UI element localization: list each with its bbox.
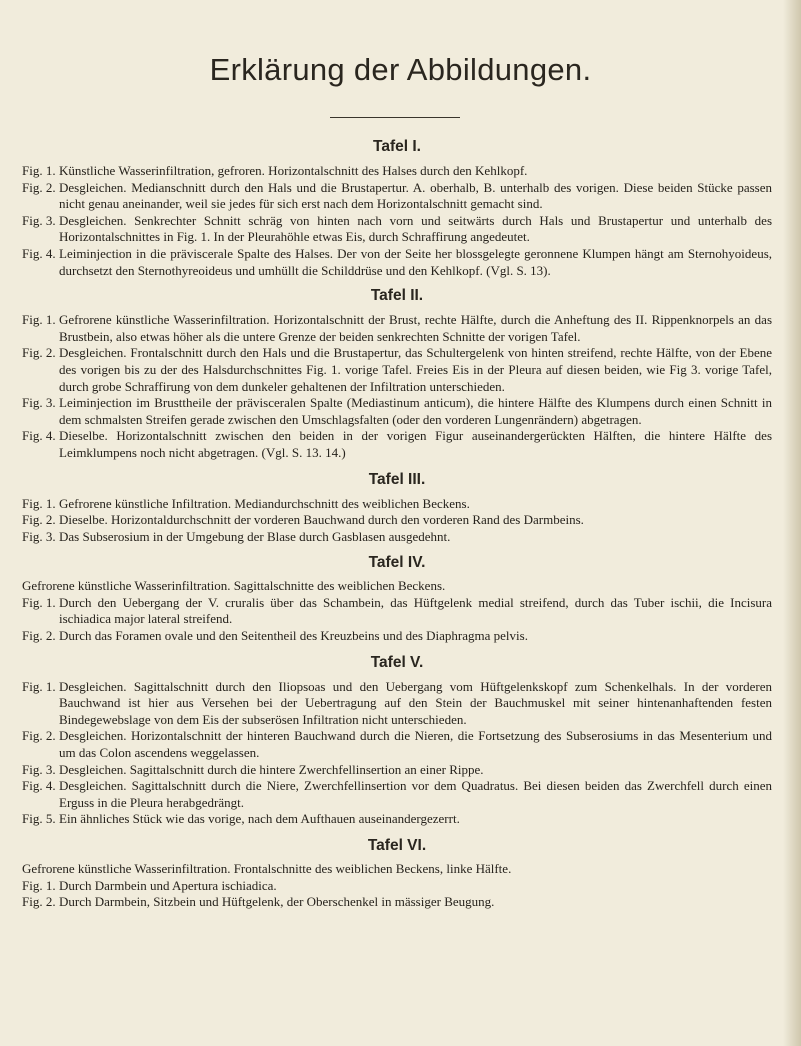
- section-intro: Gefrorene künstliche Wasserinfiltration. Sagittalschnitte des weiblichen Beckens.: [22, 578, 446, 594]
- figure-label: Fig. 2.: [22, 728, 56, 744]
- figure-text: Das Subserosium in der Umgebung der Blase durch Gasblasen ausgedehnt.: [59, 528, 451, 544]
- figure-entry: [22, 894, 772, 911]
- section-heading: Tafel II.: [370, 287, 424, 305]
- figure-label: Fig. 1.: [22, 312, 56, 328]
- page-edge-shadow: [783, 0, 801, 1046]
- section-heading: Tafel VI.: [367, 837, 427, 854]
- figure-entry: [22, 811, 772, 828]
- figure-entry: [22, 778, 772, 811]
- figure-entry: [22, 529, 772, 546]
- section-tafel-3: [22, 471, 772, 546]
- figure-text: Ein ähnliches Stück wie das vorige, nach dem Aufthauen auseinandergezerrt.: [59, 811, 460, 827]
- figure-entry: [22, 628, 772, 645]
- figure-label: Fig. 3.: [22, 212, 56, 228]
- figure-entry: [22, 595, 772, 628]
- section-tafel-4: [22, 554, 772, 644]
- section-heading: Tafel III.: [368, 470, 426, 488]
- figure-label: Fig. 4.: [22, 428, 56, 444]
- figure-text: Leiminjection in die präviscerale Spalte des Halses. Der von der Seite her blossgelegte geronnene Klumpen hängt am Sternohyoideus, durchsetzt den Sternothyreoideus und umhüllt die Schilddrüse und den Kehlkopf. (Vgl. S. 13).: [59, 245, 772, 278]
- figure-label: Fig. 1.: [22, 594, 56, 610]
- figure-entry: [22, 762, 772, 779]
- section-tafel-1: [22, 138, 772, 279]
- figure-label: Fig. 3.: [22, 761, 56, 777]
- figure-label: Fig. 1.: [22, 163, 56, 178]
- figure-entry: [22, 213, 772, 246]
- figure-entry: [22, 428, 772, 461]
- figure-text: Dieselbe. Horizontalschnitt zwischen den beiden in der vorigen Figur auseinandergerückten Hälften, die hintere Hälfte des Leimklumpens noch nicht abgetragen. (Vgl. S. 13. 14.): [59, 428, 772, 460]
- figure-text: Desgleichen. Senkrechter Schnitt schräg von hinten nach vorn und seitwärts durch Hals und Brustapertur und unterhalb des Horizontalschnittes in Fig. 1. In der Pleurahöhle etwas Eis, durch Schraffirung angedeutet.: [59, 212, 772, 245]
- section-tafel-2: [22, 287, 772, 461]
- figure-entry: [22, 512, 772, 529]
- figure-label: Fig. 2.: [22, 345, 56, 361]
- figure-label: Fig. 2.: [22, 179, 56, 195]
- figure-label: Fig. 4.: [22, 778, 56, 794]
- figure-entry: [22, 246, 772, 279]
- figure-text: Desgleichen. Horizontalschnitt der hinteren Bauchwand durch die Nieren, die Fortsetzung des Subserosiums in das Mesenterium und um das Colon ascendens weggelassen.: [59, 728, 772, 761]
- figure-text: Durch das Foramen ovale und den Seitentheil des Kreuzbeins und des Diaphragma pelvis.: [59, 628, 528, 644]
- figure-text: Dieselbe. Horizontaldurchschnitt der vorderen Bauchwand durch den vorderen Rand des Darmbeins.: [59, 512, 584, 528]
- figure-entry: [22, 395, 772, 428]
- figure-label: Fig. 2.: [22, 512, 56, 528]
- figure-label: Fig. 5.: [22, 811, 56, 827]
- figure-text: Leiminjection im Brusttheile der prävisceralen Spalte (Mediastinum anticum), die hintere Hälfte des Klumpens durch einen Schnitt in dem schmalsten Streifen gerade zwischen den Umschlagsfalten (oder den vorderen Lungenrändern) abgetragen.: [59, 395, 772, 427]
- figure-text: Durch Darmbein, Sitzbein und Hüftgelenk, der Oberschenkel in mässiger Beugung.: [59, 894, 495, 910]
- figure-label: Fig. 2.: [22, 628, 56, 644]
- figure-label: Fig. 4.: [22, 245, 56, 261]
- figure-text: Desgleichen. Sagittalschnitt durch den Iliopsoas und den Uebergang vom Hüftgelenkskopf zum Schenkelhals. In der vorderen Bauchwand ist hier aus Versehen bei der Uebertragung auf den Stein der Bauchmuskel mit seiner hintenanhaftenden festen Bindegewebslage von dem Eis der subserösen Infiltration nicht unterschieden.: [59, 678, 772, 727]
- figure-label: Fig. 1.: [22, 495, 56, 511]
- figure-entry: [22, 878, 772, 895]
- section-heading: Tafel I.: [373, 138, 421, 155]
- figure-label: Fig. 2.: [22, 894, 56, 910]
- figure-entry: [22, 180, 772, 213]
- section-heading: Tafel IV.: [368, 554, 426, 572]
- figure-entry: [22, 496, 772, 513]
- figure-label: Fig. 1.: [22, 678, 56, 694]
- figure-text: Durch den Uebergang der V. cruralis über das Schambein, das Hüftgelenk medial streifend, durch das Tuber ischii, die Incisura ischiadica major lateral streifend.: [59, 594, 772, 627]
- figure-entry: [22, 679, 772, 729]
- plate-explanations: [22, 138, 772, 911]
- section-intro: Gefrorene künstliche Wasserinfiltration. Frontalschnitte des weiblichen Beckens, linke Hälfte.: [22, 861, 512, 876]
- figure-label: Fig. 3.: [22, 395, 56, 411]
- figure-text: Desgleichen. Sagittalschnitt durch die Niere, Zwerchfellinsertion vor dem Quadratus. Bei diesen beiden das Zwerchfell durch einen Erguss in die Pleura herabgedrängt.: [59, 778, 772, 810]
- figure-text: Durch Darmbein und Apertura ischiadica.: [59, 877, 277, 893]
- figure-entry: [22, 728, 772, 761]
- section-tafel-5: [22, 654, 772, 828]
- figure-text: Desgleichen. Sagittalschnitt durch die hintere Zwerchfellinsertion an einer Rippe.: [59, 761, 484, 777]
- section-heading: Tafel V.: [370, 653, 424, 671]
- figure-text: Desgleichen. Medianschnitt durch den Hals und die Brustapertur. A. oberhalb, B. unterhalb des vorigen. Diese beiden Stücke passen nicht genau aneinander, weil sie jedes für sich erst nach dem Horizontalschnitt gemacht sind.: [59, 179, 772, 212]
- figure-entry: [22, 163, 772, 180]
- figure-text: Künstliche Wasserinfiltration, gefroren. Horizontalschnitt des Halses durch den Kehlkopf.: [59, 163, 528, 178]
- page-title: Erklärung der Abbildungen.: [209, 52, 592, 87]
- figure-text: Gefrorene künstliche Infiltration. Mediandurchschnitt des weiblichen Beckens.: [59, 495, 470, 511]
- figure-text: Desgleichen. Frontalschnitt durch den Hals und die Brustapertur, das Schultergelenk von hinten streifend, rechte Hälfte, von der Ebene des vorigen bis zu der des Halsdurchschnittes Fig. 1. vorige Tafel. Freies Eis in der Pleura auf diesen beiden, wie Fig 3. vorige Tafel, durch grobe Schraffirung von dem dunkeler gehaltenen der Infiltration unterschieden.: [59, 345, 772, 394]
- figure-entry: [22, 345, 772, 395]
- title-divider: [330, 117, 460, 118]
- figure-label: Fig. 1.: [22, 877, 56, 893]
- figure-label: Fig. 3.: [22, 528, 56, 544]
- figure-entry: [22, 312, 772, 345]
- section-tafel-6: [22, 837, 772, 911]
- figure-text: Gefrorene künstliche Wasserinfiltration. Horizontalschnitt der Brust, rechte Hälfte, durch die Anheftung des II. Rippenknorpels an das Brustbein, also etwas höher als die untere Grenze der beiden senkrechten Schnitte der vorigen Tafel.: [59, 312, 772, 344]
